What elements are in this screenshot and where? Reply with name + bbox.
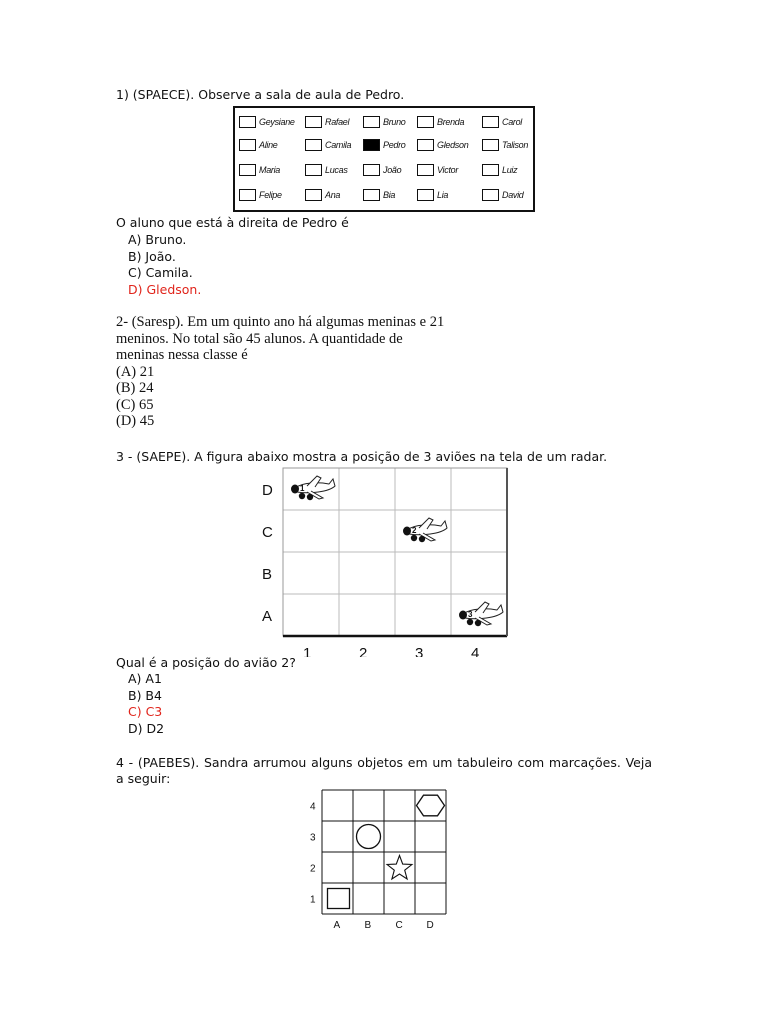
seat <box>305 139 351 151</box>
radar-col-label: 1 <box>303 645 312 657</box>
seat <box>239 139 278 151</box>
q3-prompt: Qual é a posição do avião 2? <box>116 655 296 670</box>
q3-options <box>116 671 164 737</box>
board-row-label: 1 <box>310 894 316 906</box>
seat-student-name: Talison <box>502 140 529 150</box>
seat-box <box>363 139 380 151</box>
seat-student-name: Carol <box>502 117 523 127</box>
seat-student-name: Brenda <box>437 117 465 127</box>
seat <box>363 116 406 128</box>
seat <box>482 164 517 176</box>
seat-box <box>482 164 499 176</box>
seat <box>305 116 349 128</box>
q1-option-b: B) João. <box>128 248 176 264</box>
seat-student-name: Maria <box>259 165 281 175</box>
radar-row-label: C <box>262 524 273 541</box>
seat-student-name: Victor <box>437 165 459 175</box>
seat-student-name: Pedro <box>383 140 406 150</box>
seat-box <box>239 189 256 201</box>
seat-student-name: Lia <box>437 190 449 200</box>
board-col-label: B <box>364 920 372 930</box>
board-col-label: A <box>333 920 341 930</box>
q1-prompt: O aluno que está à direita de Pedro é <box>116 215 349 230</box>
seat-box <box>417 189 434 201</box>
q3-option-b: B) B4 <box>128 687 162 703</box>
seat <box>417 116 464 128</box>
seat <box>482 116 522 128</box>
seat-box <box>239 164 256 176</box>
seat-box <box>363 164 380 176</box>
q2-line-2: meninos. No total são 45 alunos. A quantidade de <box>116 330 403 347</box>
seat-box <box>482 116 499 128</box>
seat-box <box>305 139 322 151</box>
seat <box>417 164 458 176</box>
radar-grid <box>250 465 512 657</box>
seat <box>239 164 280 176</box>
seat-student-name: João <box>383 165 402 175</box>
seat-student-name: Rafael <box>325 117 350 127</box>
hexagon-icon <box>417 795 445 816</box>
board-row-label: 2 <box>310 863 316 875</box>
seat-box <box>417 164 434 176</box>
q3-header: 3 - (SAEPE). A figura abaixo mostra a posição de 3 aviões na tela de um radar. <box>116 449 608 464</box>
airplane-icon <box>291 476 335 500</box>
seat <box>363 164 401 176</box>
seat-box <box>482 139 499 151</box>
q1-option-d-answer: D) Gledson. <box>128 281 202 297</box>
seat-student-name: Felipe <box>259 190 282 200</box>
seat <box>363 139 406 151</box>
airplane-icon-part <box>307 494 313 500</box>
q2-text <box>116 314 444 430</box>
seat-box <box>417 139 434 151</box>
seat <box>482 139 528 151</box>
q2-line-1: 2- (Saresp). Em um quinto ano há algumas meninas e 21 <box>116 314 445 330</box>
seat <box>417 189 448 201</box>
airplane-icon <box>459 602 503 626</box>
airplane-icon-part <box>291 485 299 494</box>
seat-box <box>305 116 322 128</box>
seat-box <box>363 189 380 201</box>
square-icon <box>328 889 350 909</box>
airplane-icon-part: 1 <box>300 484 305 493</box>
seat-box <box>417 116 434 128</box>
seat-student-name: Lucas <box>325 165 348 175</box>
q1-options <box>116 232 201 298</box>
board-row-label: 4 <box>310 801 316 813</box>
board-row-label: 3 <box>310 832 316 844</box>
q1-header: 1) (SPAECE). Observe a sala de aula de Pedro. <box>116 87 405 102</box>
airplane-icon-part <box>467 619 473 625</box>
seat-box <box>482 189 499 201</box>
seat <box>482 189 524 201</box>
seat-student-name: Aline <box>259 140 278 150</box>
seat-student-name: Geysiane <box>259 117 295 127</box>
seat <box>305 189 340 201</box>
seat-box <box>363 116 380 128</box>
airplane-icon-part: 3 <box>468 610 473 619</box>
q3-option-d: D) D2 <box>128 720 165 736</box>
airplane-icon-part: 2 <box>412 526 417 535</box>
seat-box <box>305 164 322 176</box>
seat-student-name: Bia <box>383 190 396 200</box>
seat <box>417 139 468 151</box>
radar-row-label: D <box>262 482 273 499</box>
classroom-seating-chart <box>233 106 535 212</box>
airplane-icon <box>403 518 447 542</box>
seat-student-name: Gledson <box>437 140 469 150</box>
q3-option-a: A) A1 <box>128 671 162 686</box>
radar-row-label: A <box>262 608 273 625</box>
airplane-icon-part <box>475 620 481 626</box>
q3-option-c-answer: C) C3 <box>128 704 163 719</box>
airplane-icon-part <box>411 535 417 541</box>
seat-box <box>305 189 322 201</box>
seat <box>305 164 348 176</box>
seat-student-name: David <box>502 190 524 200</box>
q4-header: 4 - (PAEBES). Sandra arrumou alguns objetos em um tabuleiro com marcações. Veja a seguir: <box>116 755 652 786</box>
star-icon <box>387 856 412 880</box>
q2-option-b: (B) 24 <box>116 380 154 396</box>
q2-option-c: (C) 65 <box>116 396 154 413</box>
board-col-label: C <box>395 920 403 930</box>
circle-icon <box>357 825 381 849</box>
q1-option-a: A) Bruno. <box>128 232 187 247</box>
board-col-label: D <box>426 920 434 930</box>
q1-option-c: C) Camila. <box>128 265 193 280</box>
radar-col-label: 4 <box>471 645 480 657</box>
seat-box <box>239 116 256 128</box>
radar-col-label: 2 <box>359 645 368 657</box>
seat-student-name: Camila <box>325 140 352 150</box>
airplane-icon-part <box>403 527 411 536</box>
radar-col-label: 3 <box>415 645 424 657</box>
seat-student-name: Ana <box>325 190 341 200</box>
seat-student-name: Bruno <box>383 117 406 127</box>
q2-option-a: (A) 21 <box>116 363 155 380</box>
seat-box <box>239 139 256 151</box>
airplane-icon-part <box>299 493 305 499</box>
seat-student-name: Luiz <box>502 165 518 175</box>
airplane-icon-part <box>419 536 425 542</box>
object-board-grid <box>300 785 470 930</box>
seat <box>239 116 295 128</box>
radar-row-label: B <box>262 566 273 583</box>
airplane-icon-part <box>459 611 467 620</box>
q2-option-d: (D) 45 <box>116 413 155 429</box>
seat <box>239 189 282 201</box>
q2-line-3: meninas nessa classe é <box>116 347 248 363</box>
seat <box>363 189 395 201</box>
